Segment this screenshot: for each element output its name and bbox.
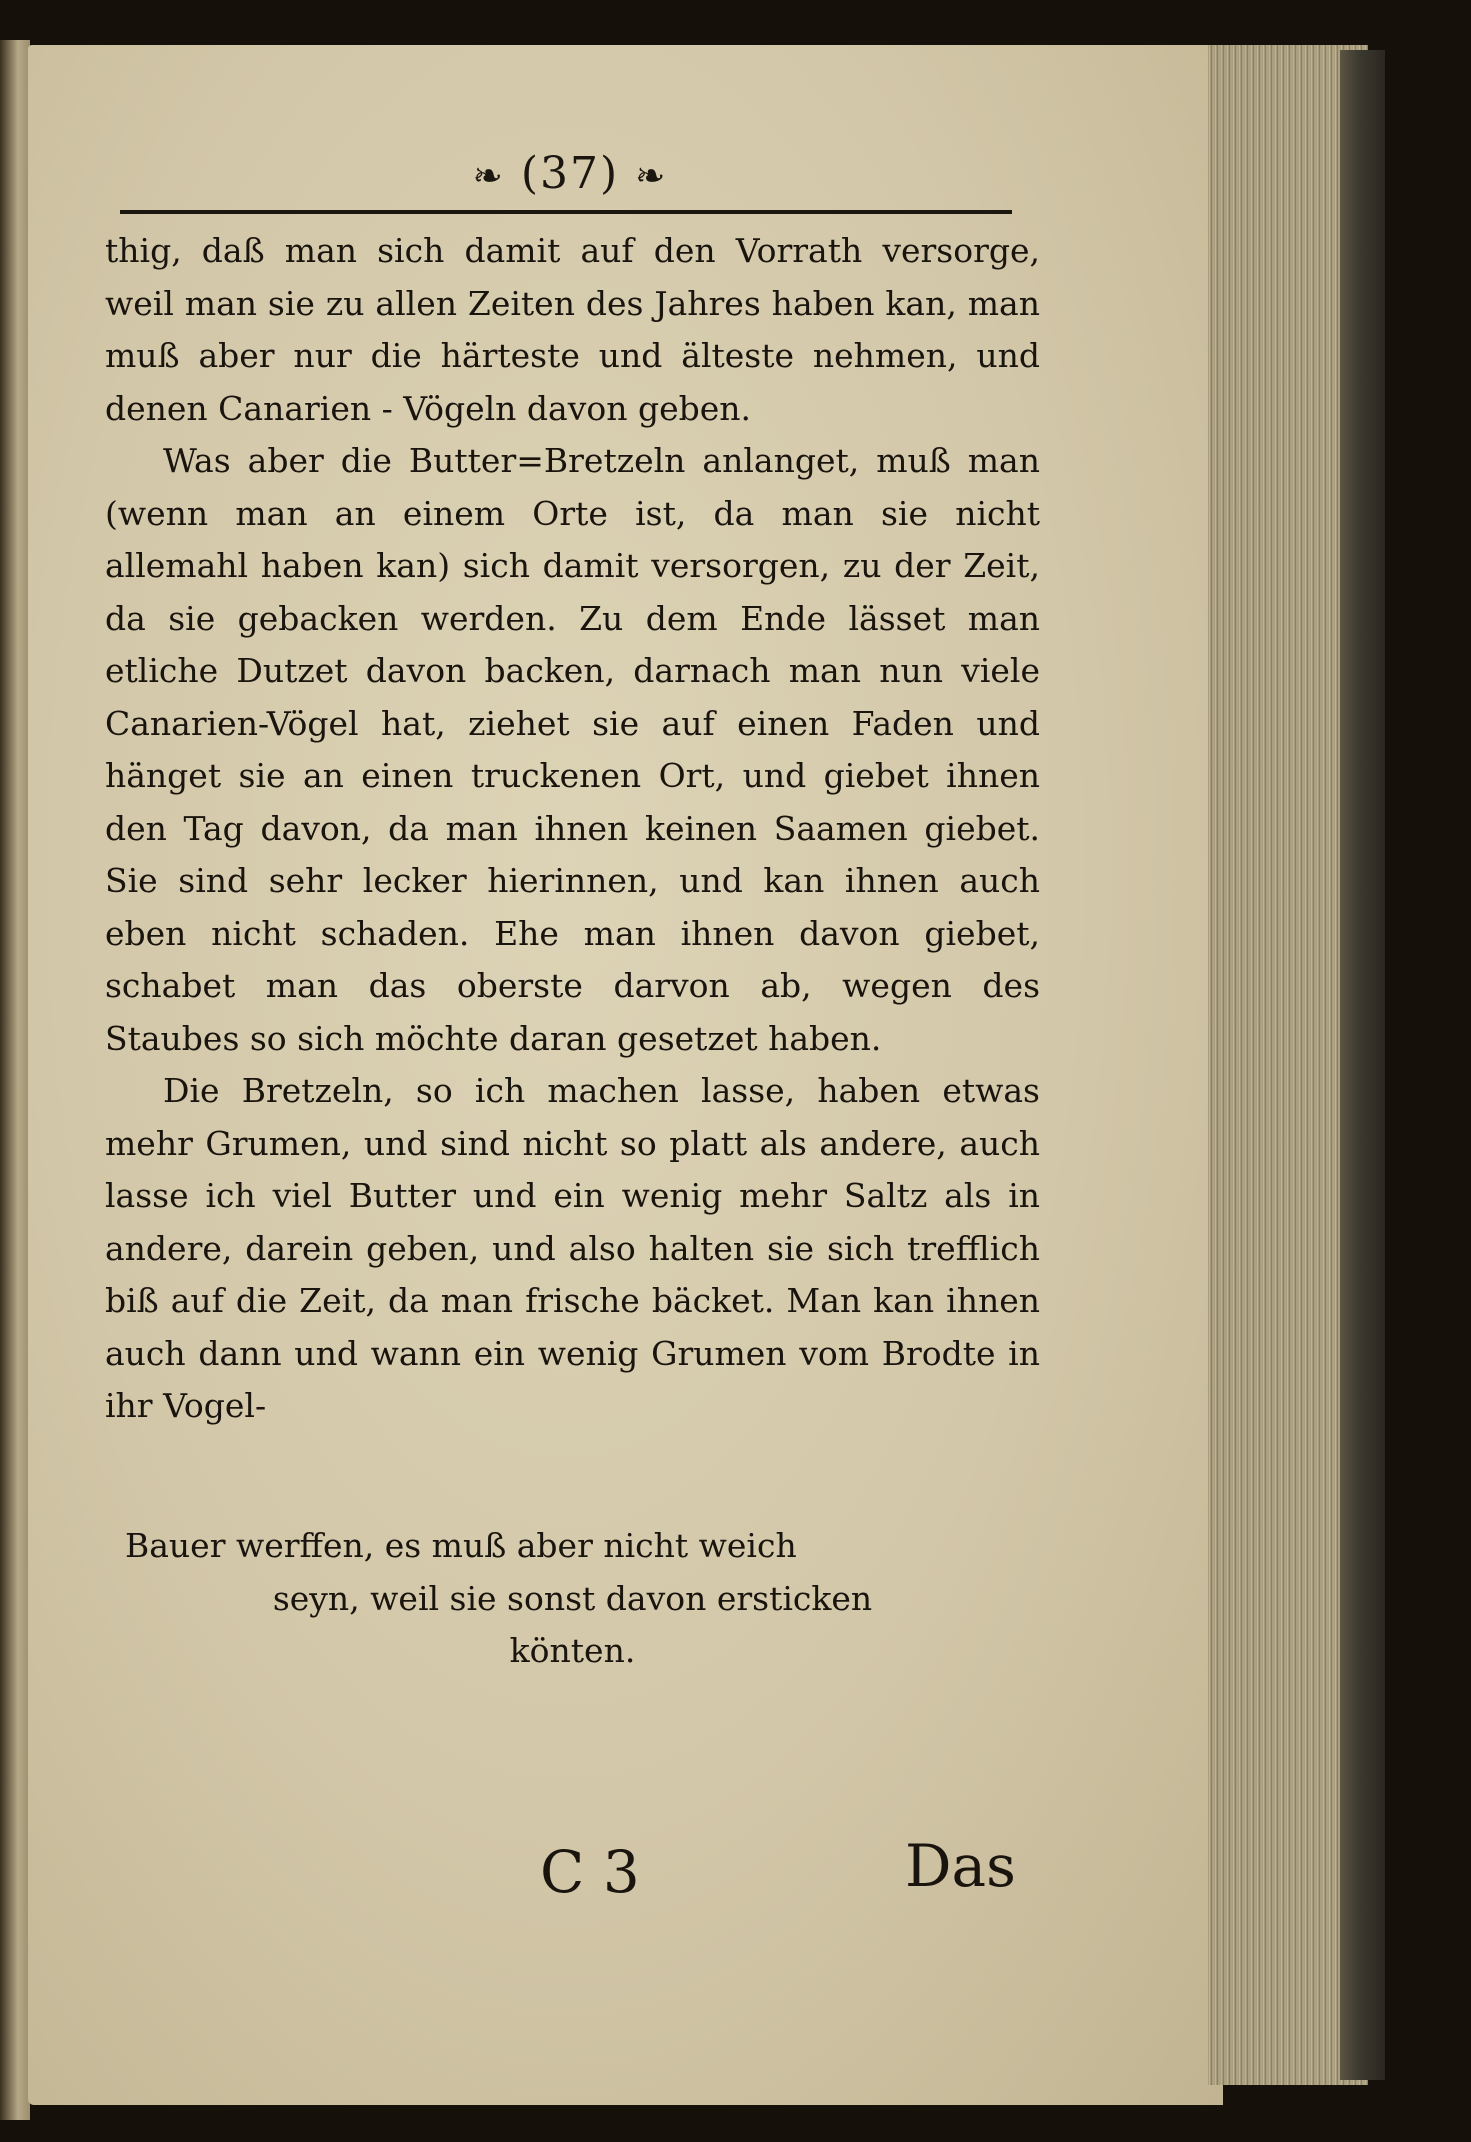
catchword: Das: [905, 1832, 1016, 1900]
paragraph-continued: thig, daß man sich damit auf den Vorrath versorge, weil man sie zu allen Zeiten des Jahres haben kan, man muß aber nur die härteste und älteste nehmen, und denen Canarien - Vögeln davon geben.: [105, 231, 1040, 428]
paragraph-butter-bretzeln: Was aber die Butter=Bretzeln anlanget, muß man (wenn man an einem Orte ist, da man sie nicht allemahl haben kan) sich damit versorgen, zu der Zeit, da sie gebacken werden. Zu dem Ende lässet man etliche Dutzet davon backen, darnach man nun viele Canarien-Vögel hat, ziehet sie auf einen Faden und hänget sie an einen truckenen Ort, und giebet ihnen den Tag davon, da man ihnen keinen Saamen giebet. Sie sind sehr lecker hierinnen, und kan ihnen auch eben nicht schaden. Ehe man ihnen davon giebet, schabet man das oberste darvon ab, wegen des Staubes so sich möchte daran gesetzet haben.: [105, 441, 1040, 1058]
closing-line: Bauer werffen, es muß aber nicht weich: [125, 1526, 797, 1565]
closing-lines: [105, 1520, 1040, 1678]
ornament-right-icon: ❧: [635, 156, 668, 197]
book-cover-edge: [1340, 50, 1385, 2080]
paragraph-die-bretzeln: Die Bretzeln, so ich machen lasse, haben etwas mehr Grumen, und sind nicht so platt als andere, auch lasse ich viel Butter und ein wenig mehr Saltz als in andere, darein geben, und also halten sie sich trefflich biß auf die Zeit, da man frische bäcket. Man kan ihnen auch dann und wann ein wenig Grumen vom Brodte in ihr Vogel-: [105, 1071, 1040, 1425]
running-header: [420, 148, 720, 199]
ornament-left-icon: ❧: [472, 156, 505, 197]
header-rule: [120, 210, 1012, 214]
closing-line: könten.: [509, 1631, 636, 1670]
left-page-edge: [0, 40, 30, 2120]
closing-line: seyn, weil sie sonst davon ersticken: [272, 1578, 873, 1618]
body-text: [105, 225, 1040, 1433]
page-number: (37): [520, 148, 620, 199]
signature-mark: C 3: [540, 1838, 640, 1906]
